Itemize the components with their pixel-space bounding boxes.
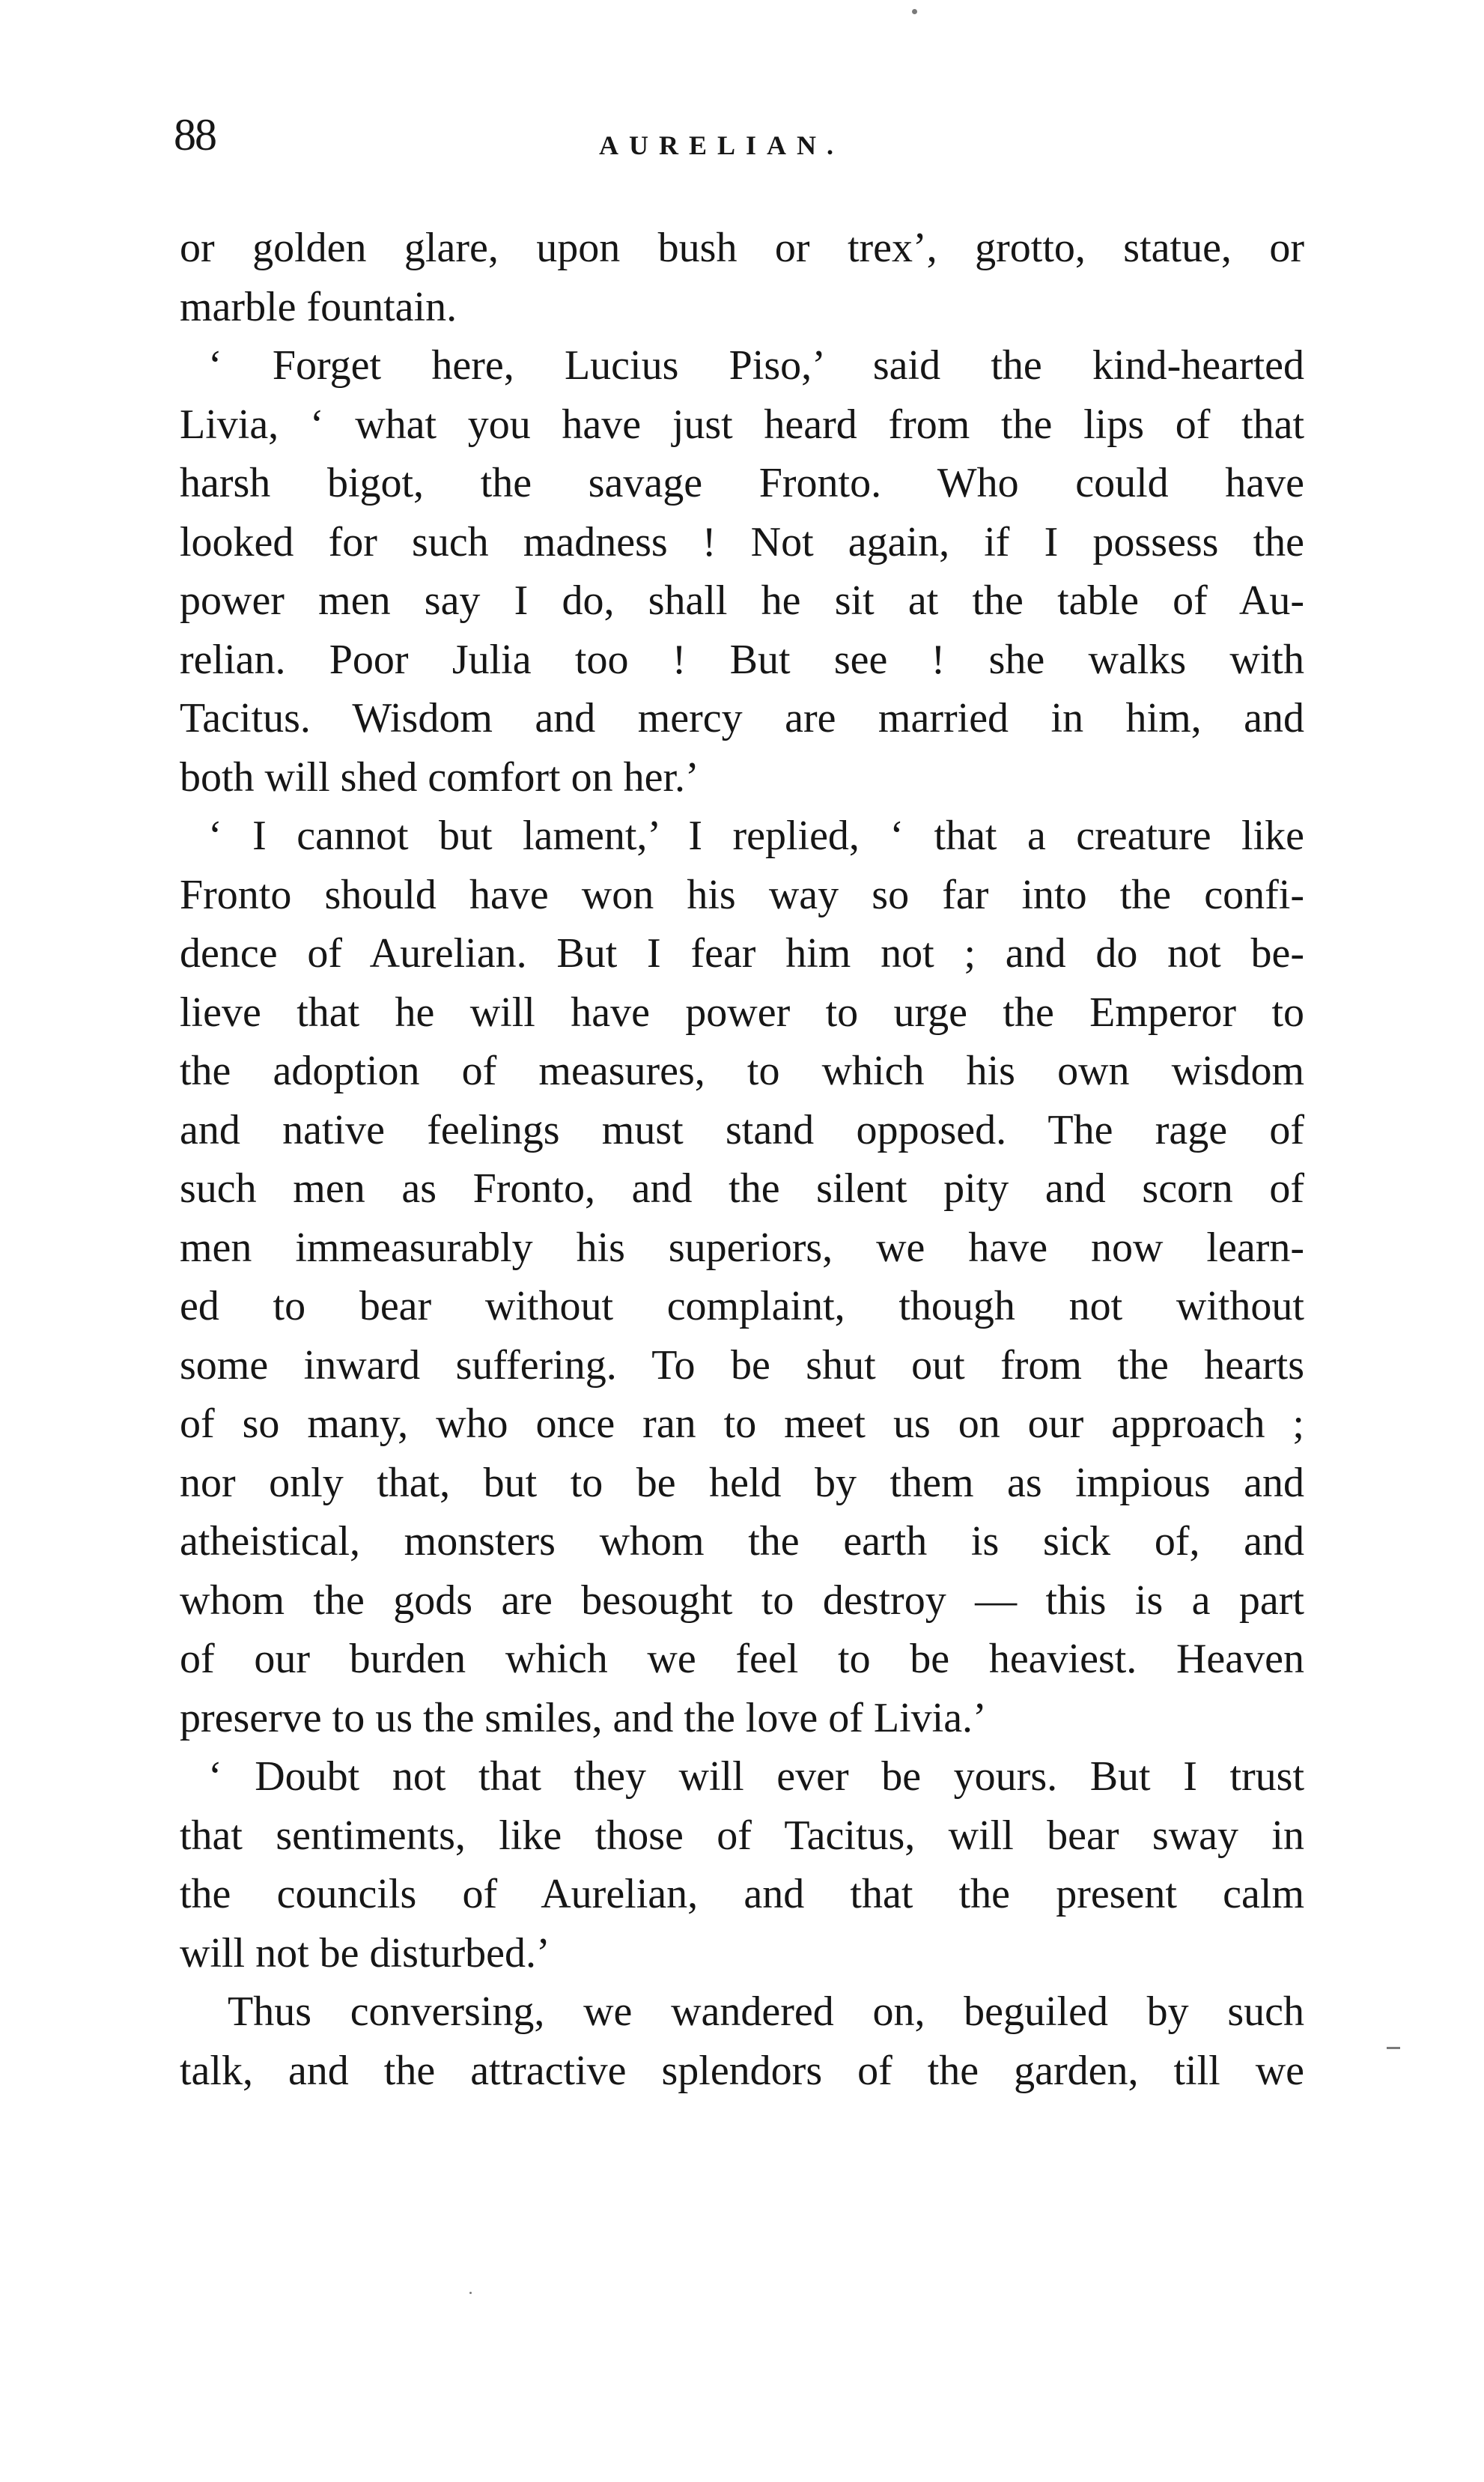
print-speck [912,9,917,14]
text-line: the councils of Aurelian, and that the present calm [180,1871,1304,1917]
text-line: some inward suffering. To be shut out from the hearts [180,1341,1304,1389]
text-line: Tacitus. Wisdom and mercy are married in him, and [180,695,1304,741]
text-line: the adoption of measures, to which his own wisdom [180,1048,1304,1094]
text-line: ‘ Forget here, Lucius Piso,’ said the kind-hearted [208,342,1304,389]
text-line: of our burden which we feel to be heaviest. Heaven [180,1636,1304,1682]
text-line: marble fountain. [180,283,457,330]
text-line: ‘ I cannot but lament,’ I replied, ‘ that a creature like [208,813,1304,859]
text-line: power men say I do, shall he sit at the table of Au- [180,577,1304,624]
text-line: looked for such madness ! Not again, if I possess the [180,518,1304,565]
text-line: Fronto should have won his way so far into the confi- [180,871,1304,918]
text-line: or golden glare, upon bush or treх’, grotto, statue, or [180,225,1304,271]
text-line: dence of Aurelian. But I fear him not ; and do not be- [180,930,1304,977]
text-line: ‘ Doubt not that they will ever be yours. But I trust [208,1753,1304,1800]
text-line: such men as Fronto, and the silent pity and scorn of [180,1165,1304,1212]
body-text [180,219,1304,2100]
text-line: Livia, ‘ what you have just heard from the lips of that [180,401,1304,448]
text-line: that sentiments, like those of Tacitus, will bear sway in [180,1812,1304,1859]
text-line: men immeasurably his superiors, we have now learn- [180,1224,1304,1271]
text-line: lieve that he will have power to urge the Emperor to [180,989,1304,1036]
print-speck [1387,2047,1400,2049]
text-line: will not be disturbed.’ [180,1929,550,1976]
text-line: preserve to us the smiles, and the love of Livia.’ [180,1694,987,1741]
text-line: atheistical, monsters whom the earth is sick of, and [180,1518,1304,1565]
text-line: Thus conversing, we wandered on, beguiled by such [228,1988,1304,2035]
page-number: 88 [174,110,216,160]
running-title: AURELIAN. [599,130,845,160]
text-line: nor only that, but to be held by them as impious and [180,1459,1304,1506]
text-line: talk, and the attractive splendors of the garden, till we [180,2047,1304,2094]
text-line: harsh bigot, the savage Fronto. Who could have [180,460,1304,506]
print-speck [469,2292,472,2294]
text-line: and native feelings must stand opposed. The rage of [180,1106,1304,1153]
text-line: ed to bear without complaint, though not without [180,1283,1304,1329]
text-line: relian. Poor Julia too ! But see ! she walks with [180,636,1304,683]
text-line: of so many, who once ran to meet us on our approach ; [180,1401,1304,1447]
text-line: whom the gods are besought to destroy — this is a part [180,1577,1304,1624]
text-line: both will shed comfort on her.’ [180,753,699,801]
